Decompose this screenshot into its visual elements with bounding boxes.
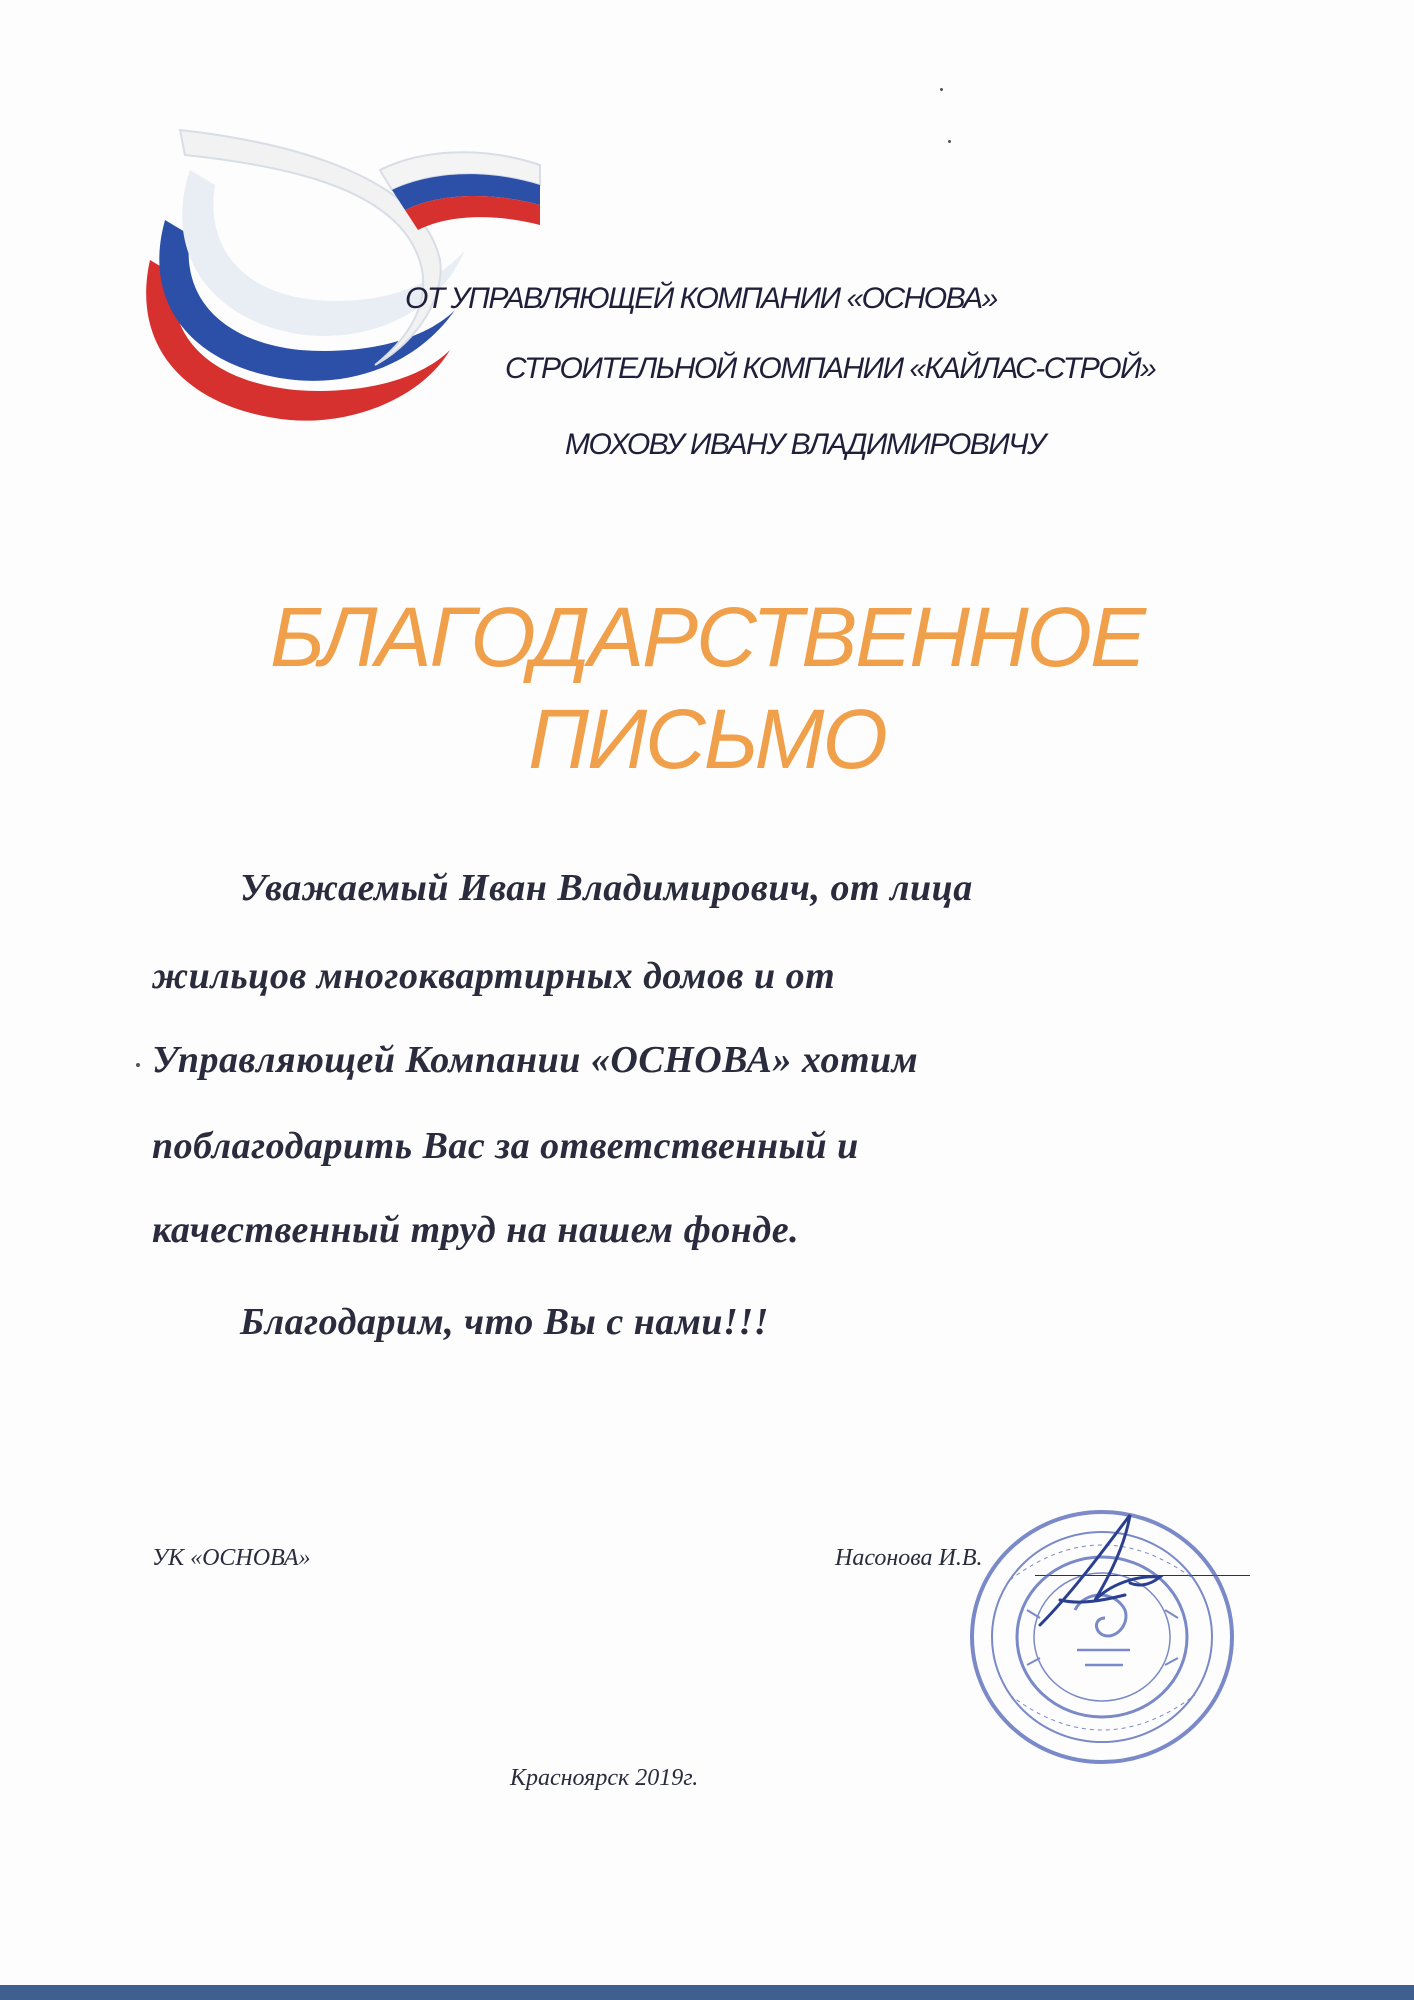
body-line-3: Управляющей Компании «ОСНОВА» хотим (152, 1039, 919, 1081)
russian-flag-ribbon-icon (120, 110, 550, 440)
header-recipient-line: МОХОВУ ИВАНУ ВЛАДИМИРОВИЧУ (565, 428, 1045, 461)
body-closing: Благодарим, что Вы с нами!!! (240, 1301, 769, 1343)
body-line-1: Уважаемый Иван Владимирович, от лица (240, 867, 973, 909)
signature-signer-name: Насонова И.В. (835, 1545, 983, 1571)
scan-bottom-edge (0, 1985, 1414, 2000)
scan-speck (940, 88, 943, 91)
body-line-4: поблагодарить Вас за ответственный и (152, 1125, 859, 1167)
body-line-2: жильцов многоквартирных домов и от (152, 955, 836, 997)
signature-organization: УК «ОСНОВА» (152, 1545, 311, 1571)
handwritten-signature-icon (1010, 1505, 1180, 1645)
body-line-5: качественный труд на нашем фонде. (152, 1209, 800, 1251)
scan-speck (948, 140, 951, 143)
header-company-line: СТРОИТЕЛЬНОЙ КОМПАНИИ «КАЙЛАС-СТРОЙ» (505, 352, 1156, 385)
letter-title-line2: ПИСЬМО (528, 692, 886, 786)
header-from-line: ОТ УПРАВЛЯЮЩЕЙ КОМПАНИИ «ОСНОВА» (405, 282, 997, 315)
scan-speck (136, 1063, 140, 1067)
letter-title-line1: БЛАГОДАРСТВЕННОЕ (270, 590, 1144, 684)
footer-place-year: Красноярск 2019г. (510, 1765, 699, 1791)
